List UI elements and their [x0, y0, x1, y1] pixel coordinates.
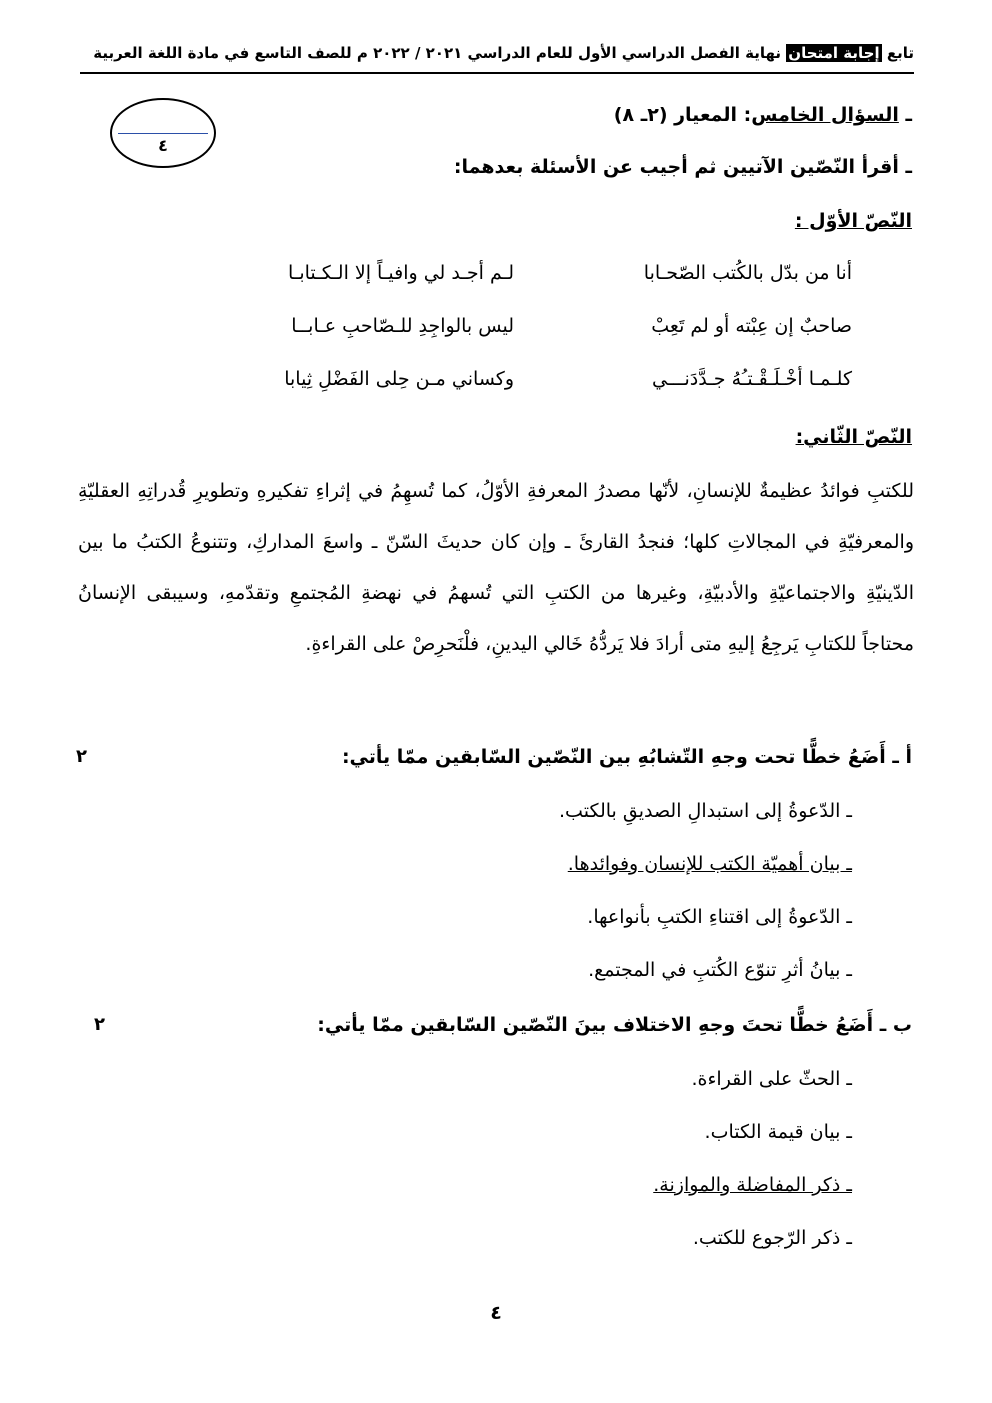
- score-oval-line: [118, 133, 208, 134]
- page-number: ٤: [490, 1302, 502, 1324]
- header-prefix: تابع: [886, 44, 914, 62]
- part-a-prompt: أ ـ أَضَعُ خطًّا تحت وجهِ التّشابُهِ بين النّصّين السّابقين ممّا يأتي:: [341, 746, 912, 768]
- part-a-option-1: ـ الدّعوةُ إلى استبدالِ الصديقِ بالكتب.: [559, 800, 852, 822]
- question-instruction: ـ أقرأ النّصّين الآتيين ثم أجيب عن الأسئلة بعدهما:: [453, 156, 912, 178]
- part-a-option-4: ـ بيانُ أثرِ تنوّع الكُتبِ في المجتمع.: [588, 959, 852, 981]
- verse-2-left: ليس بالواجِدِ للـصّاحبِ عـابــا: [291, 315, 514, 337]
- question-dash: ـ: [905, 104, 912, 126]
- verse-3-right: كلـمـا أخْـلَـقْـتـُهُ جـدَّدَنـــي: [651, 368, 852, 390]
- part-a-option-2-answer: ـ بيان أهميّة الكتب للإنسان وفوائدها.: [567, 853, 852, 875]
- part-b-option-2: ـ بيان قيمة الكتاب.: [704, 1121, 852, 1143]
- part-b-prompt: ب ـ أَضَعُ خطًّا تحتَ وجهِ الاختلاف بينَ النّصّين السّابقين ممّا يأتي:: [317, 1014, 912, 1036]
- part-b-option-4: ـ ذكر الرّجوع للكتب.: [692, 1227, 852, 1249]
- header-highlight: إجابة امتحان: [788, 44, 880, 62]
- part-b-option-3-answer: ـ ذكر المفاضلة والموازنة.: [653, 1174, 852, 1196]
- page-header: [80, 44, 914, 62]
- header-divider: [80, 72, 914, 74]
- question-heading: [614, 104, 912, 126]
- part-a-mark: ٢: [76, 746, 87, 767]
- score-oval: [110, 98, 216, 168]
- part-a-option-3: ـ الدّعوةُ إلى اقتناءِ الكتبِ بأنواعها.: [587, 906, 852, 928]
- verse-1-right: أنا من بدّل بالكُتب الصّحـابا: [643, 262, 852, 284]
- part-b-option-1: ـ الحثّ على القراءة.: [691, 1068, 852, 1090]
- text1-title: النّصّ الأوّل :: [794, 210, 912, 232]
- question-criterion: : المعيار (٢ـ ٨): [613, 104, 752, 126]
- verse-1-left: لـم أجـد لي وافيـاً إلا الـكـتابـا: [288, 262, 514, 284]
- verse-2-right: صاحبٌ إن عِبْته أو لم تَعِبْ: [651, 315, 852, 337]
- text2-paragraph: للكتبِ فوائدُ عظيمةٌ للإنسانِ، لأنّها مصدرُ المعرفةِ الأوّلُ، كما تُسهِمُ في إثراءِ تفكيرهِ وتطويرِ قُدراتِهِ العقليّةِ والمعرفيّةِ في المجالاتِ كلها؛ فنجدُ القارئَ ـ وإن كان حديثَ السّنّ ـ واسعَ المداركِ، وتتنوعُ الكتبُ ما بين الدّينيّةِ والاجتماعيّةِ والأدبيّةِ، وغيرها من الكتبِ التي تُسهمُ في نهضةِ المُجتمعِ وتقدّمهِ، وسيبقى الإنسانُ محتاجاً للكتابِ يَرجِعُ إليهِ متى أرادَ فلا يَردُّهُ خَالي اليدينِ، فلْنَحرِصْ على القراءةِ.: [78, 480, 914, 655]
- score-value: ٤: [158, 136, 168, 155]
- verse-3-left: وكساني مـن حِلى الفَضْلِ ثِيابا: [284, 368, 514, 390]
- text2-title: النّصّ الثّاني:: [795, 426, 912, 448]
- header-title: نهاية الفصل الدراسي الأول للعام الدراسي ٢٠٢١ / ٢٠٢٢ م للصف التاسع في مادة اللغة العربية: [93, 44, 782, 62]
- question-label: السؤال الخامس: [751, 104, 899, 126]
- part-b-mark: ٢: [94, 1014, 105, 1035]
